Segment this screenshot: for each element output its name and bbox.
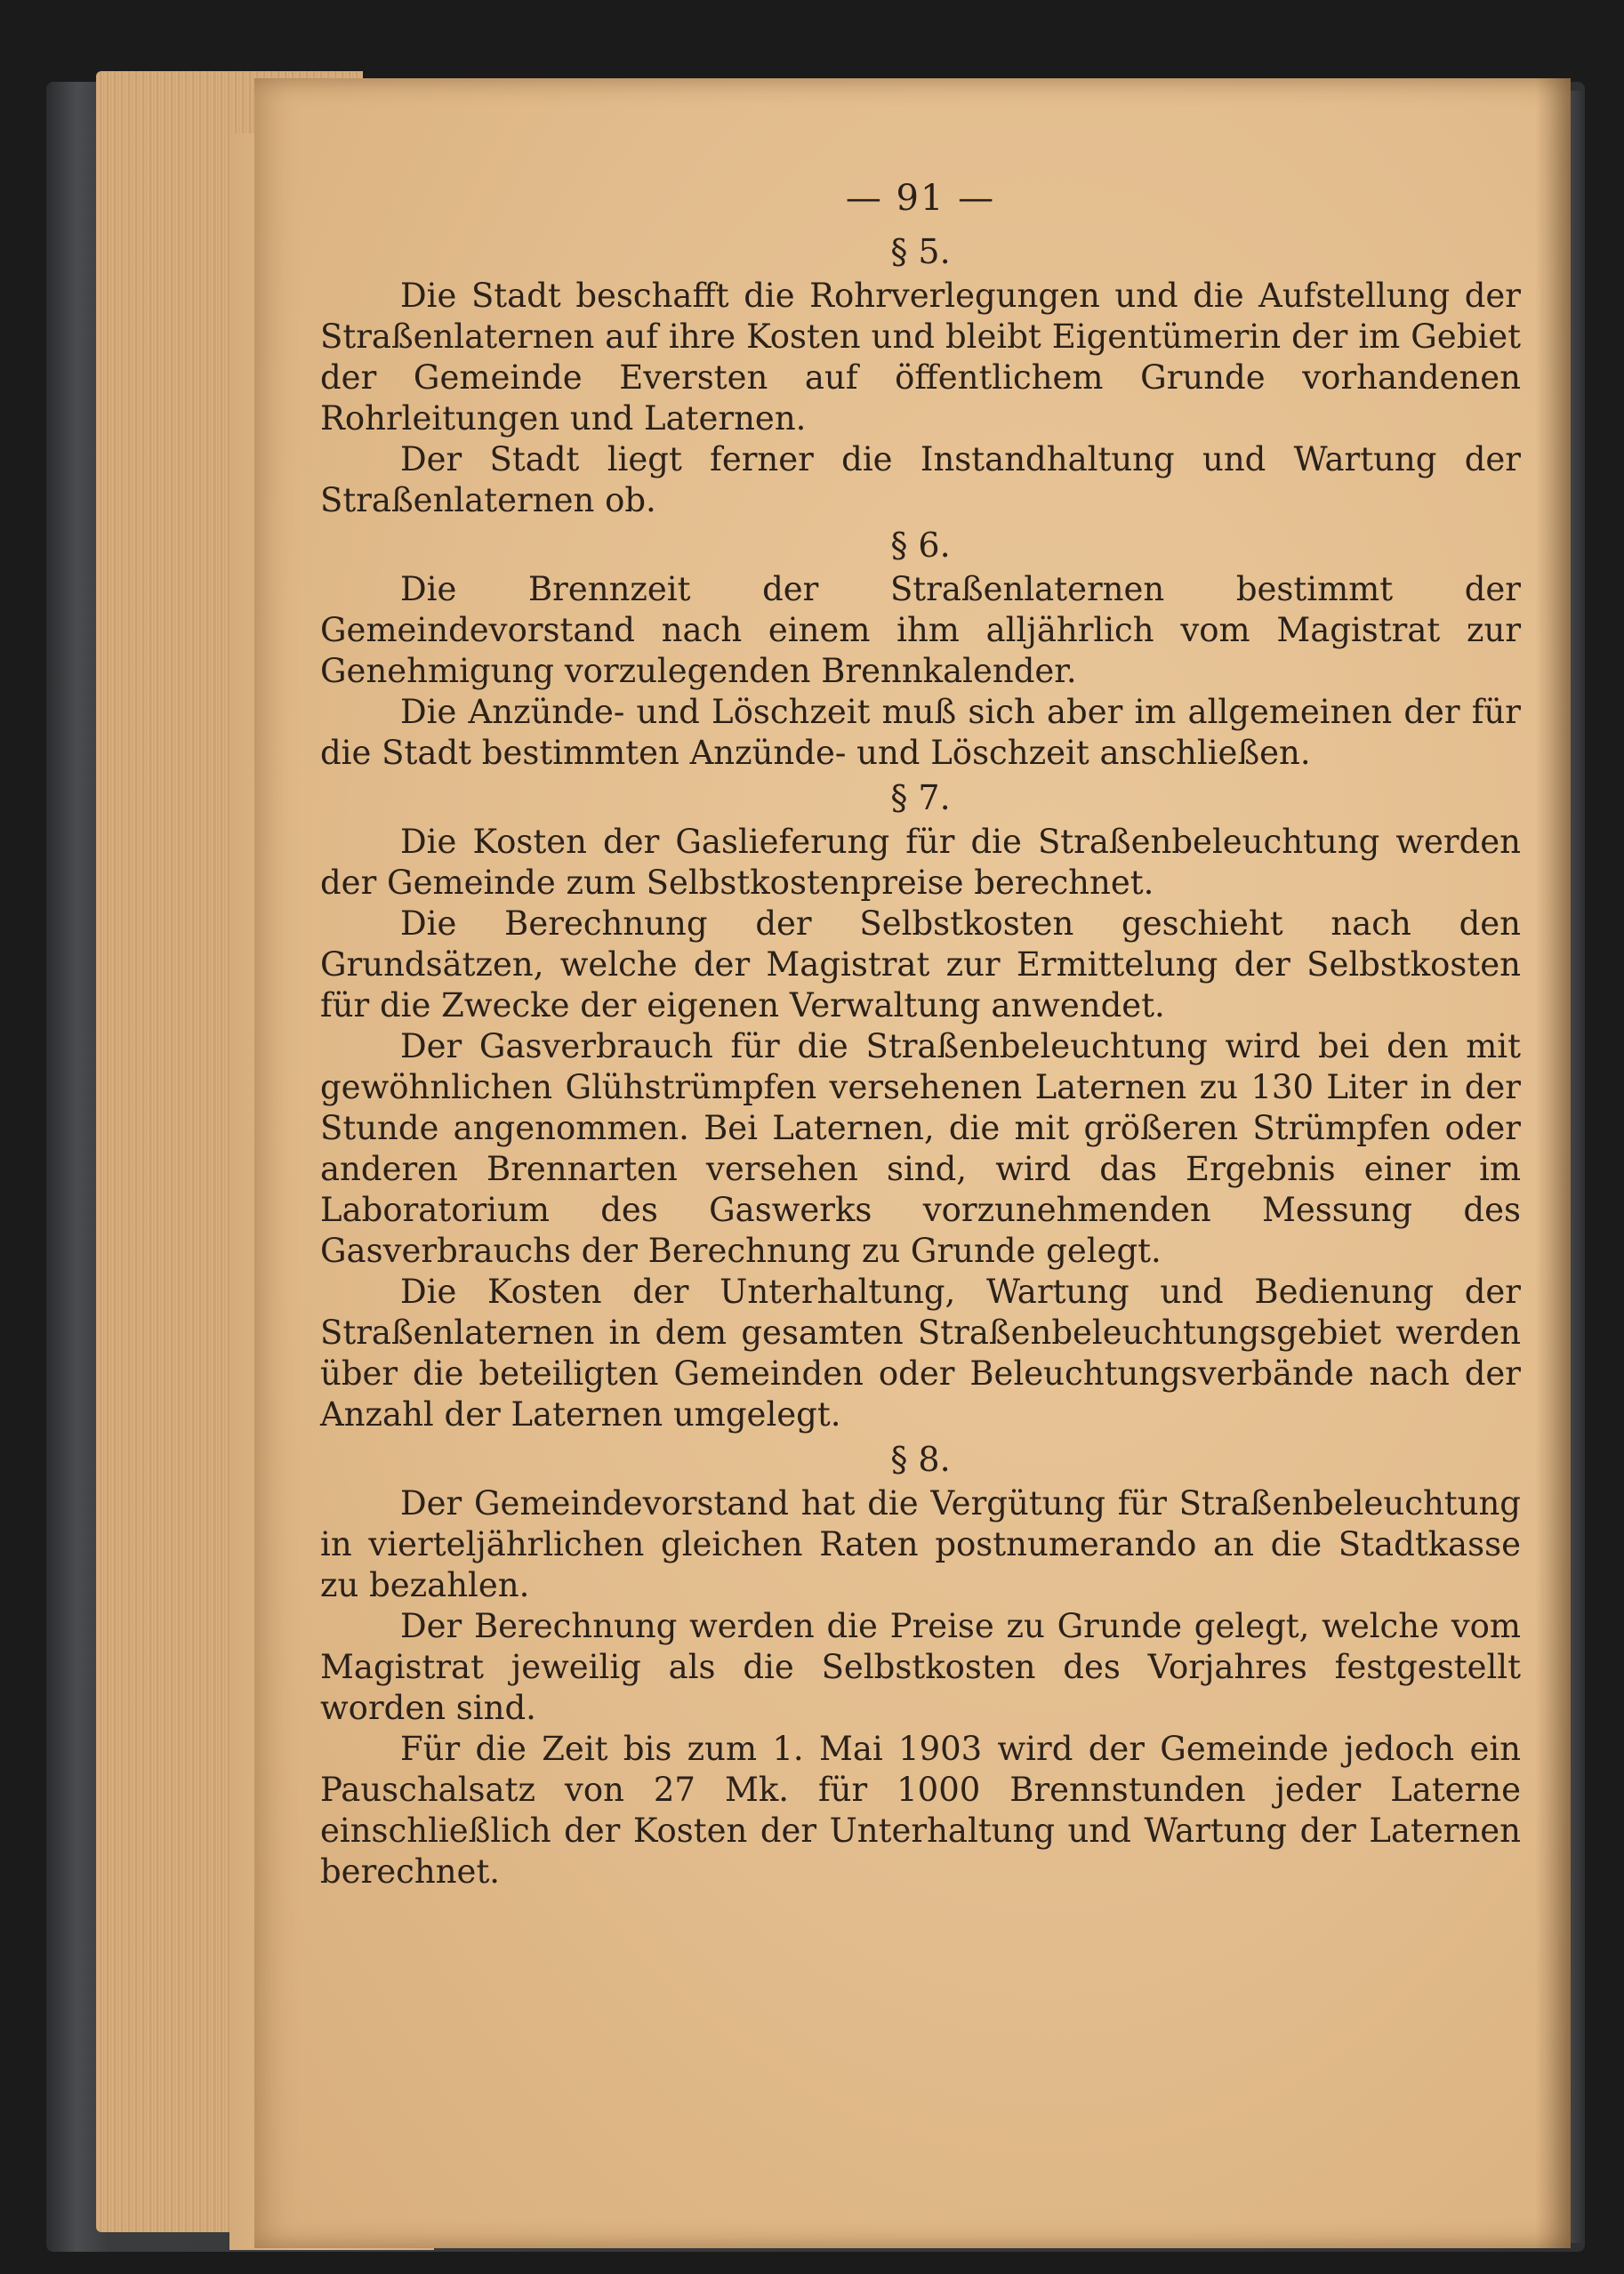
page-number: — 91 — xyxy=(845,178,996,219)
section-6 xyxy=(320,525,1521,774)
section-heading: § 5. xyxy=(890,232,951,271)
section-heading: § 6. xyxy=(890,526,951,565)
paragraph: Die Anzünde- und Löschzeit muß sich aber im allgemeinen der für die Stadt bestimmten Anzünde- und Löschzeit anschließen. xyxy=(320,693,1521,772)
page-text xyxy=(320,178,1521,1892)
paragraph: Der Gemeindevorstand hat die Vergütung für Straßenbeleuchtung in vierteljährlichen gleichen Raten postnumerando an die Stadtkasse zu bezahlen. xyxy=(320,1484,1521,1604)
paragraph: Die Kosten der Gaslieferung für die Straßenbeleuchtung werden der Gemeinde zum Selbstkostenpreise berechnet. xyxy=(320,823,1521,902)
paragraph: Die Stadt beschafft die Rohrverlegungen und die Aufstellung der Straßenlaternen auf ihre Kosten und bleibt Eigentümerin der im Gebiet der Gemeinde Eversten auf öffentlichem Grunde vorhandenen Rohrleitungen und Laternen. xyxy=(320,277,1521,438)
section-8 xyxy=(320,1439,1521,1892)
paragraph: Die Brennzeit der Straßenlaternen bestimmt der Gemeindevorstand nach einem ihm alljährlich vom Magistrat zur Genehmigung vorzulegenden Brennkalender. xyxy=(320,570,1521,690)
section-7 xyxy=(320,777,1521,1435)
section-5 xyxy=(320,231,1521,521)
paragraph: Der Berechnung werden die Preise zu Grunde gelegt, welche vom Magistrat jeweilig als die Selbstkosten des Vorjahres festgestellt worden sind. xyxy=(320,1607,1521,1727)
paragraph: Der Stadt liegt ferner die Instandhaltung und Wartung der Straßenlaternen ob. xyxy=(320,440,1521,519)
section-heading: § 8. xyxy=(890,1440,951,1479)
paragraph: Die Kosten der Unterhaltung, Wartung und Bedienung der Straßenlaternen in dem gesamten Straßenbeleuchtungsgebiet werden über die beteiligten Gemeinden oder Beleuchtungsverbände nach der Anzahl der Laternen umgelegt. xyxy=(320,1273,1521,1434)
paragraph: Der Gasverbrauch für die Straßenbeleuchtung wird bei den mit gewöhnlichen Glühstrümpfen versehenen Laternen zu 130 Liter in der Stunde angenommen. Bei Laternen, die mit größeren Strümpfen oder anderen Brennarten versehen sind, wird das Ergebnis einer im Laboratorium des Gaswerks vorzunehmenden Messung des Gasverbrauchs der Berechnung zu Grunde gelegt. xyxy=(320,1027,1521,1270)
paragraph: Für die Zeit bis zum 1. Mai 1903 wird der Gemeinde jedoch ein Pauschalsatz von 27 Mk. für 1000 Brennstunden jeder Laterne einschließlich der Kosten der Unterhaltung und Wartung der Laternen berechnet. xyxy=(320,1730,1521,1891)
paragraph: Die Berechnung der Selbstkosten geschieht nach den Grundsätzen, welche der Magistrat zur Ermittelung der Selbstkosten für die Zwecke der eigenen Verwaltung anwendet. xyxy=(320,904,1521,1025)
gutter-shadow xyxy=(1535,78,1571,2248)
section-heading: § 7. xyxy=(890,778,951,817)
